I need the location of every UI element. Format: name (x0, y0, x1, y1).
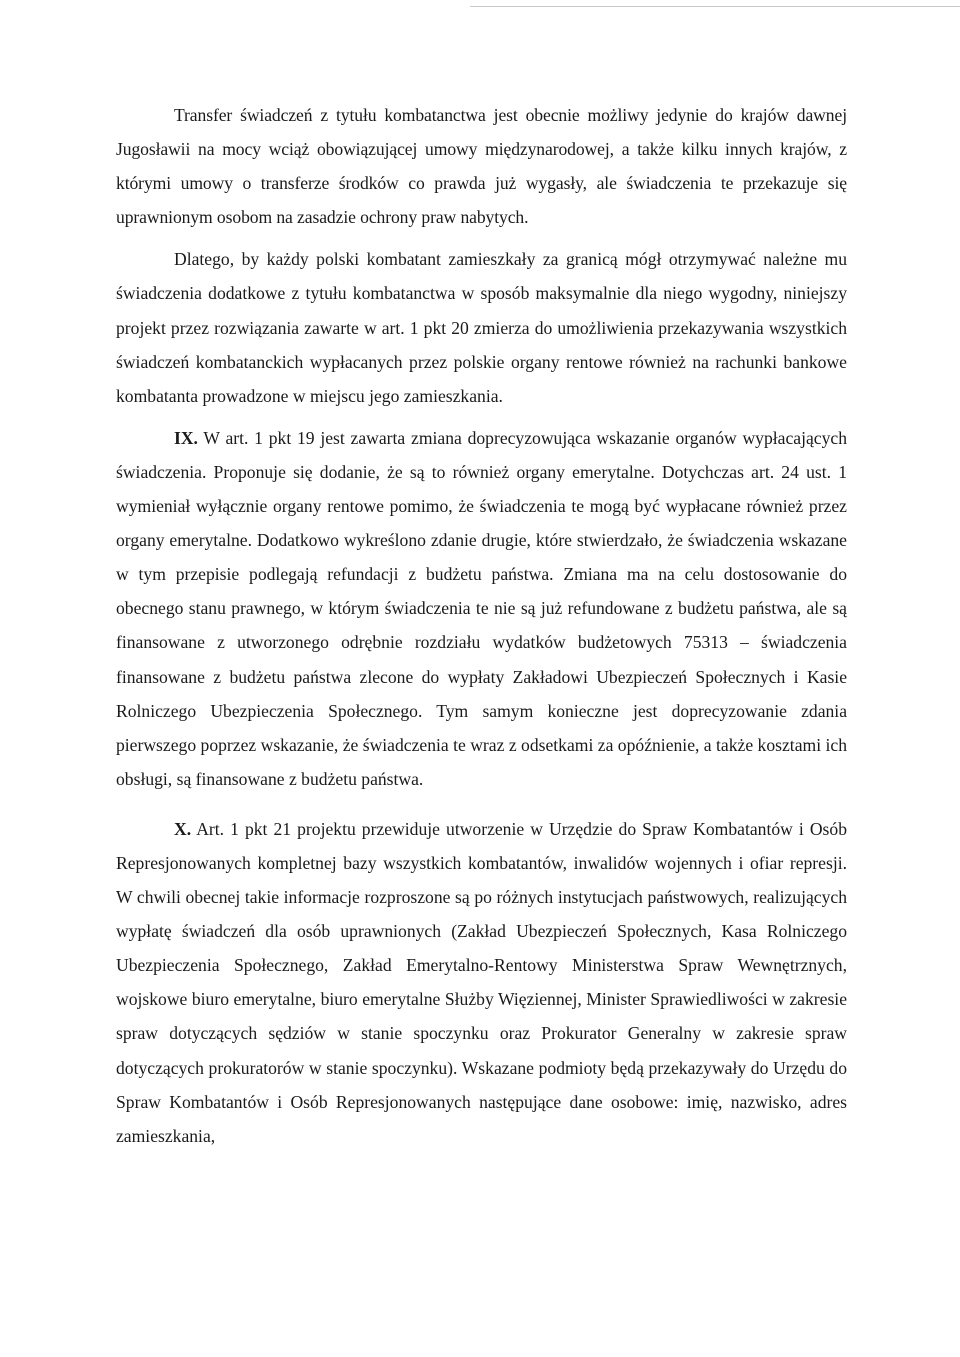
paragraph-text: Transfer świadczeń z tytułu kombatanctwa jest obecnie możliwy jedynie do krajów dawnej Jugosławii na mocy wciąż obowiązującej umowy międzynarodowej, a także kilku innych krajów, z którymi umowy o transferze środków co prawda już wygasły, ale świadczenia te przekazuje się uprawnionym osobom na zasadzie ochrony praw nabytych. (116, 105, 847, 228)
top-edge-line (470, 6, 960, 7)
section-number: IX. (174, 427, 198, 448)
paragraph-text: W art. 1 pkt 19 jest zawarta zmiana doprecyzowująca wskazanie organów wypłacających świadczenia. Proponuje się dodanie, że są to również organy emerytalne. Dotychczas art. 24 ust. 1 wymieniał wyłącznie organy rentowe pomimo, że świadczenia te mogą być wypłacane również przez organy emerytalne. Dodatkowo wykreślono zdanie drugie, które stwierdzało, że świadczenia wskazane w tym przepisie podlegają refundacji z budżetu państwa. Zmiana ma na celu dostosowanie do obecnego stanu prawnego, w którym świadczenia te nie są już refundowane z budżetu państwa, ale są finansowane z utworzonego odrębnie rozdziału wydatków budżetowych 75313 – świadczenia finansowane z budżetu państwa zlecone do wypłaty Zakładowi Ubezpieczeń Społecznych i Kasie Rolniczego Ubezpieczenia Społecznego. Tym samym konieczne jest doprecyzowanie zdania pierwszego poprzez wskazanie, że świadczenia te wraz z odsetkami za opóźnienie, a także kosztami ich obsługi, są finansowane z budżetu państwa. (116, 427, 847, 789)
section-number: X. (174, 818, 192, 839)
paragraph-text: Dlatego, by każdy polski kombatant zamieszkały za granicą mógł otrzymywać należne mu świadczenia dodatkowe z tytułu kombatanctwa w sposób maksymalnie dla niego wygodny, niniejszy projekt przez rozwiązania zawarte w art. 1 pkt 20 zmierza do umożliwienia przekazywania wszystkich świadczeń kombatanckich wypłacanych przez polskie organy rentowe również na rachunki bankowe kombatanta prowadzone w miejscu jego zamieszkania. (116, 249, 847, 406)
paragraph-dlatego (116, 242, 847, 412)
paragraph-section-x (116, 812, 847, 1153)
paragraph-text: Art. 1 pkt 21 projektu przewiduje utworzenie w Urzędzie do Spraw Kombatantów i Osób Represjonowanych kompletnej bazy wszystkich kombatantów, inwalidów wojennych i ofiar represji. W chwili obecnej takie informacje rozproszone są po różnych instytucjach państwowych, realizujących wypłatę świadczeń dla osób uprawnionych (Zakład Ubezpieczeń Społecznych, Kasa Rolniczego Ubezpieczenia Społecznego, Zakład Emerytalno-Rentowy Ministerstwa Spraw Wewnętrznych, wojskowe biuro emerytalne, biuro emerytalne Służby Więziennej, Minister Sprawiedliwości w zakresie spraw dotyczących sędziów w stanie spoczynku oraz Prokurator Generalny w zakresie spraw dotyczących prokuratorów w stanie spoczynku). Wskazane podmioty będą przekazywały do Urzędu do Spraw Kombatantów i Osób Represjonowanych następujące dane osobowe: imię, nazwisko, adres zamieszkania, (116, 818, 847, 1146)
document-body (116, 98, 847, 1153)
paragraph-transfer (116, 98, 847, 234)
paragraph-section-ix (116, 421, 847, 796)
